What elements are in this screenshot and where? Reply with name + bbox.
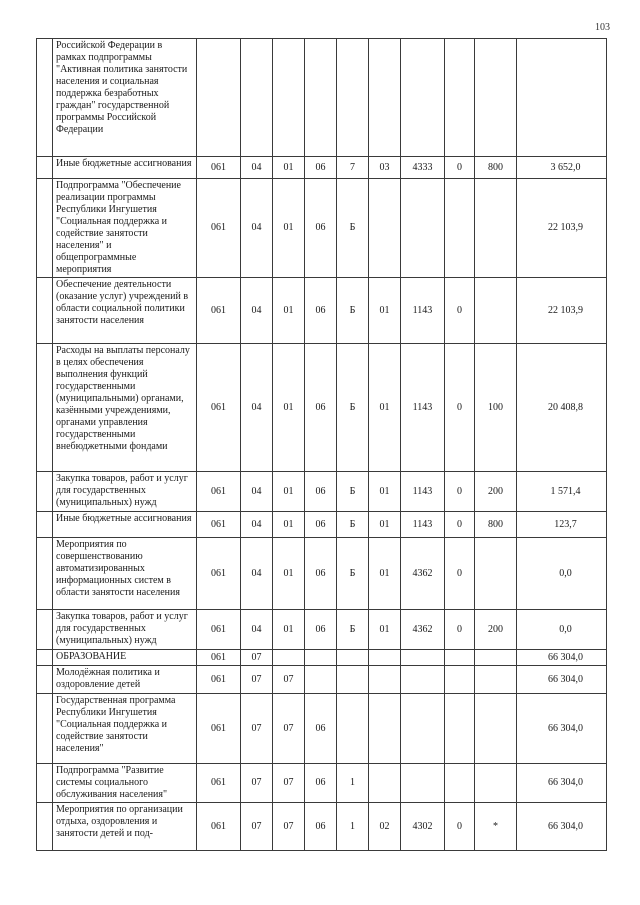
expense-name-cell: Расходы на выплаты персоналу в целях обеспечения выполнения функций государственными (муниципальными) органами, казёнными учреждениями, органами управления государственными внебюджетными фондами — [53, 344, 197, 472]
subprogram-cell: 1 — [337, 764, 369, 803]
expense-name-cell: Подпрограмма "Развитие системы социального обслуживания населения" — [53, 764, 197, 803]
program-cell — [305, 39, 337, 157]
direction-sub-cell — [445, 39, 475, 157]
expense-type-cell: 200 — [475, 472, 517, 512]
direction-cell: 4362 — [401, 538, 445, 610]
row-margin-cell — [37, 512, 53, 538]
row-margin-cell — [37, 538, 53, 610]
ministry-cell: 061 — [197, 472, 241, 512]
direction-sub-cell — [445, 666, 475, 694]
expense-type-cell: 800 — [475, 157, 517, 179]
direction-sub-cell — [445, 650, 475, 666]
program-cell: 06 — [305, 278, 337, 344]
main-activity-cell: 01 — [369, 472, 401, 512]
amount-cell: 0,0 — [517, 538, 607, 610]
direction-cell — [401, 666, 445, 694]
subsection-cell: 01 — [273, 344, 305, 472]
subprogram-cell: 1 — [337, 803, 369, 851]
subsection-cell: 01 — [273, 538, 305, 610]
direction-cell: 1143 — [401, 278, 445, 344]
expense-name-cell: Иные бюджетные ассигнования — [53, 512, 197, 538]
expense-type-cell: 100 — [475, 344, 517, 472]
amount-cell: 66 304,0 — [517, 694, 607, 764]
ministry-cell — [197, 39, 241, 157]
section-cell: 04 — [241, 512, 273, 538]
table-row — [37, 472, 607, 512]
expense-name-cell: Обеспечение деятельности (оказание услуг) учреждений в области социальной политики занятости населения — [53, 278, 197, 344]
amount-cell: 66 304,0 — [517, 764, 607, 803]
direction-cell: 1143 — [401, 512, 445, 538]
subprogram-cell: Б — [337, 278, 369, 344]
program-cell: 06 — [305, 764, 337, 803]
main-activity-cell — [369, 179, 401, 278]
table-row — [37, 157, 607, 179]
expense-type-cell — [475, 39, 517, 157]
expense-name-cell: Мероприятия по совершенствованию автоматизированных информационных систем в области занятости населения — [53, 538, 197, 610]
direction-sub-cell: 0 — [445, 512, 475, 538]
expense-name-cell: Подпрограмма "Обеспечение реализации программы Республики Ингушетия "Социальная поддержка и содействие занятости населения" и общепрограммные мероприятия — [53, 179, 197, 278]
row-margin-cell — [37, 278, 53, 344]
main-activity-cell: 01 — [369, 344, 401, 472]
table-row — [37, 610, 607, 650]
expense-name-cell: Мероприятия по организации отдыха, оздоровления и занятости детей и под- — [53, 803, 197, 851]
direction-cell: 1143 — [401, 344, 445, 472]
direction-sub-cell: 0 — [445, 278, 475, 344]
section-cell: 04 — [241, 538, 273, 610]
amount-cell: 3 652,0 — [517, 157, 607, 179]
amount-cell: 1 571,4 — [517, 472, 607, 512]
table-row — [37, 650, 607, 666]
direction-cell — [401, 764, 445, 803]
row-margin-cell — [37, 157, 53, 179]
main-activity-cell — [369, 764, 401, 803]
table-row — [37, 803, 607, 851]
direction-cell: 4302 — [401, 803, 445, 851]
direction-sub-cell: 0 — [445, 472, 475, 512]
expense-type-cell — [475, 694, 517, 764]
main-activity-cell: 01 — [369, 538, 401, 610]
program-cell: 06 — [305, 344, 337, 472]
page-number: 103 — [595, 22, 610, 33]
table-row — [37, 694, 607, 764]
direction-sub-cell — [445, 764, 475, 803]
ministry-cell: 061 — [197, 344, 241, 472]
direction-sub-cell — [445, 694, 475, 764]
subprogram-cell: Б — [337, 512, 369, 538]
direction-sub-cell — [445, 179, 475, 278]
program-cell: 06 — [305, 512, 337, 538]
subsection-cell — [273, 39, 305, 157]
program-cell: 06 — [305, 472, 337, 512]
subprogram-cell: Б — [337, 610, 369, 650]
row-margin-cell — [37, 666, 53, 694]
expense-type-cell: * — [475, 803, 517, 851]
section-cell: 04 — [241, 157, 273, 179]
subsection-cell: 01 — [273, 610, 305, 650]
row-margin-cell — [37, 472, 53, 512]
section-cell: 04 — [241, 472, 273, 512]
amount-cell: 66 304,0 — [517, 803, 607, 851]
direction-sub-cell: 0 — [445, 344, 475, 472]
subsection-cell: 01 — [273, 512, 305, 538]
section-cell: 07 — [241, 803, 273, 851]
expense-type-cell — [475, 650, 517, 666]
table-row — [37, 666, 607, 694]
direction-cell — [401, 694, 445, 764]
section-cell: 04 — [241, 179, 273, 278]
ministry-cell: 061 — [197, 650, 241, 666]
expense-name-cell: Закупка товаров, работ и услуг для государственных (муниципальных) нужд — [53, 472, 197, 512]
main-activity-cell — [369, 666, 401, 694]
table-row — [37, 538, 607, 610]
ministry-cell: 061 — [197, 179, 241, 278]
main-activity-cell: 01 — [369, 610, 401, 650]
section-cell: 04 — [241, 278, 273, 344]
direction-cell — [401, 650, 445, 666]
program-cell: 06 — [305, 610, 337, 650]
ministry-cell: 061 — [197, 278, 241, 344]
ministry-cell: 061 — [197, 512, 241, 538]
expense-type-cell: 200 — [475, 610, 517, 650]
expense-name-cell: Иные бюджетные ассигнования — [53, 157, 197, 179]
subprogram-cell: Б — [337, 344, 369, 472]
direction-sub-cell: 0 — [445, 803, 475, 851]
subprogram-cell: 7 — [337, 157, 369, 179]
subsection-cell: 01 — [273, 157, 305, 179]
subprogram-cell — [337, 39, 369, 157]
amount-cell: 22 103,9 — [517, 278, 607, 344]
subprogram-cell — [337, 650, 369, 666]
budget-table — [36, 38, 607, 851]
amount-cell — [517, 39, 607, 157]
amount-cell: 22 103,9 — [517, 179, 607, 278]
row-margin-cell — [37, 650, 53, 666]
expense-name-cell: Государственная программа Республики Ингушетия "Социальная поддержка и содействие занятости населения" — [53, 694, 197, 764]
row-margin-cell — [37, 764, 53, 803]
subprogram-cell — [337, 666, 369, 694]
amount-cell: 0,0 — [517, 610, 607, 650]
expense-type-cell — [475, 666, 517, 694]
table-row — [37, 512, 607, 538]
ministry-cell: 061 — [197, 666, 241, 694]
section-cell: 07 — [241, 666, 273, 694]
ministry-cell: 061 — [197, 538, 241, 610]
amount-cell: 66 304,0 — [517, 650, 607, 666]
section-cell: 07 — [241, 764, 273, 803]
direction-cell: 4333 — [401, 157, 445, 179]
subsection-cell: 01 — [273, 278, 305, 344]
section-cell: 07 — [241, 650, 273, 666]
direction-cell — [401, 39, 445, 157]
direction-cell — [401, 179, 445, 278]
ministry-cell: 061 — [197, 157, 241, 179]
row-margin-cell — [37, 344, 53, 472]
subsection-cell: 07 — [273, 694, 305, 764]
main-activity-cell — [369, 650, 401, 666]
main-activity-cell: 02 — [369, 803, 401, 851]
main-activity-cell: 01 — [369, 512, 401, 538]
expense-name-cell: ОБРАЗОВАНИЕ — [53, 650, 197, 666]
amount-cell: 66 304,0 — [517, 666, 607, 694]
main-activity-cell — [369, 694, 401, 764]
subsection-cell: 01 — [273, 179, 305, 278]
direction-sub-cell: 0 — [445, 610, 475, 650]
expense-type-cell — [475, 764, 517, 803]
direction-cell: 1143 — [401, 472, 445, 512]
amount-cell: 20 408,8 — [517, 344, 607, 472]
ministry-cell: 061 — [197, 803, 241, 851]
expense-type-cell — [475, 538, 517, 610]
row-margin-cell — [37, 179, 53, 278]
subsection-cell: 07 — [273, 666, 305, 694]
program-cell: 06 — [305, 157, 337, 179]
main-activity-cell: 03 — [369, 157, 401, 179]
subsection-cell: 07 — [273, 803, 305, 851]
row-margin-cell — [37, 803, 53, 851]
program-cell — [305, 666, 337, 694]
ministry-cell: 061 — [197, 764, 241, 803]
table-row — [37, 344, 607, 472]
row-margin-cell — [37, 694, 53, 764]
program-cell: 06 — [305, 179, 337, 278]
main-activity-cell — [369, 39, 401, 157]
table-row — [37, 764, 607, 803]
direction-sub-cell: 0 — [445, 157, 475, 179]
subprogram-cell: Б — [337, 472, 369, 512]
subsection-cell: 07 — [273, 764, 305, 803]
table-row — [37, 39, 607, 157]
program-cell: 06 — [305, 694, 337, 764]
subsection-cell — [273, 650, 305, 666]
direction-sub-cell: 0 — [445, 538, 475, 610]
subprogram-cell — [337, 694, 369, 764]
row-margin-cell — [37, 610, 53, 650]
ministry-cell: 061 — [197, 610, 241, 650]
amount-cell: 123,7 — [517, 512, 607, 538]
expense-name-cell: Российской Федерации в рамках подпрограммы "Активная политика занятости населения и социальная поддержка безработных граждан" государственной программы Российской Федерации — [53, 39, 197, 157]
subsection-cell: 01 — [273, 472, 305, 512]
ministry-cell: 061 — [197, 694, 241, 764]
section-cell — [241, 39, 273, 157]
subprogram-cell: Б — [337, 538, 369, 610]
section-cell: 04 — [241, 344, 273, 472]
expense-name-cell: Закупка товаров, работ и услуг для государственных (муниципальных) нужд — [53, 610, 197, 650]
main-activity-cell: 01 — [369, 278, 401, 344]
direction-cell: 4362 — [401, 610, 445, 650]
table-row — [37, 179, 607, 278]
expense-type-cell: 800 — [475, 512, 517, 538]
program-cell: 06 — [305, 538, 337, 610]
section-cell: 04 — [241, 610, 273, 650]
section-cell: 07 — [241, 694, 273, 764]
expense-type-cell — [475, 179, 517, 278]
expense-type-cell — [475, 278, 517, 344]
subprogram-cell: Б — [337, 179, 369, 278]
row-margin-cell — [37, 39, 53, 157]
expense-name-cell: Молодёжная политика и оздоровление детей — [53, 666, 197, 694]
program-cell — [305, 650, 337, 666]
table-row — [37, 278, 607, 344]
program-cell: 06 — [305, 803, 337, 851]
